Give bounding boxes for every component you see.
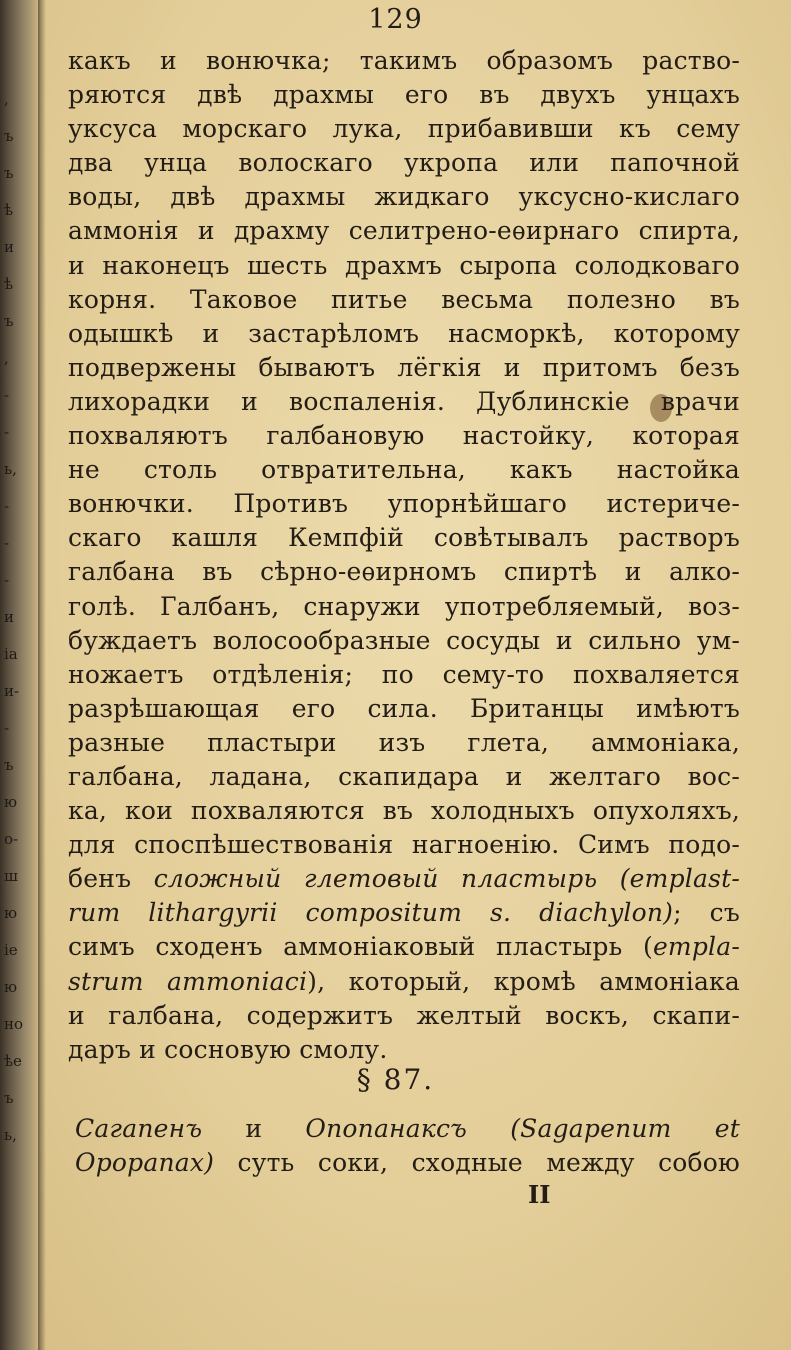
text-line: корня. Таковое питье весьма полезно въ xyxy=(68,284,740,314)
text-line: галбана, ладана, скапидара и желтаго вос- xyxy=(68,761,740,791)
term-sagapenum: Сагапенъ xyxy=(75,1114,203,1143)
edge-fragment: , xyxy=(4,90,9,108)
text-line xyxy=(68,1033,740,1067)
edge-fragment: - xyxy=(4,497,10,515)
edge-fragment: - xyxy=(4,534,10,552)
edge-fragment: о- xyxy=(4,830,19,848)
edge-fragment: и xyxy=(4,608,14,626)
edge-fragment: іе xyxy=(4,941,18,959)
text-line: ножаетъ отдѣленія; по сему-то похваляется xyxy=(68,659,740,689)
text-line: уксуса морскаго лука, прибавивши къ сему xyxy=(68,114,740,144)
edge-fragment: ю xyxy=(4,793,18,811)
term-opopanax: Опопанаксъ (Sagapenum et xyxy=(305,1114,740,1143)
text-line xyxy=(75,1146,740,1180)
text-line xyxy=(68,930,740,964)
gutter-shadow xyxy=(38,0,46,1350)
text-line: аммонія и драхму селитрено-еѳирнаго спирта, xyxy=(68,216,740,246)
edge-fragment: ъ xyxy=(4,164,14,182)
edge-fragment: ю xyxy=(4,978,18,996)
text-fragment: бенъ xyxy=(68,864,154,894)
italic-term: strum ammoniaci xyxy=(68,966,308,996)
edge-fragment: и xyxy=(4,238,14,256)
text-line: ка, кои похваляются въ холодныхъ опухоляхъ, xyxy=(68,796,740,826)
text-line: подвержены бываютъ лёгкія и притомъ безъ xyxy=(68,352,740,382)
text-line xyxy=(68,999,740,1033)
text-line: для споспѣшествованія нагноенію. Симъ подо- xyxy=(68,830,740,860)
edge-fragment: ъ xyxy=(4,127,14,145)
next-paragraph xyxy=(75,1112,740,1180)
page-number: 129 xyxy=(368,4,423,35)
edge-fragment: - xyxy=(4,386,10,404)
edge-fragment: ѣе xyxy=(4,1052,22,1070)
edge-fragment: ia xyxy=(4,645,18,663)
edge-fragment: и- xyxy=(4,682,20,700)
text-line: одышкѣ и застарѣломъ насморкѣ, которому xyxy=(68,318,740,348)
text-line: какъ и вонючка; такимъ образомъ раство- xyxy=(68,46,740,75)
facing-page-edge xyxy=(2,0,36,1350)
term-latin: Opopanax) xyxy=(75,1148,215,1178)
edge-fragment: , xyxy=(4,349,9,367)
edge-fragment: - xyxy=(4,423,10,441)
edge-fragment: ѣ xyxy=(4,275,14,293)
text-line xyxy=(75,1112,740,1146)
text-fragment: симъ сходенъ аммоніаковый пластырь ( xyxy=(68,932,653,962)
edge-fragment: ъ xyxy=(4,1089,14,1107)
edge-fragment: - xyxy=(4,571,10,589)
italic-term: empla- xyxy=(652,932,740,962)
italic-term: сложный глетовый пластырь (emplast- xyxy=(153,864,740,894)
main-paragraph xyxy=(68,44,740,1067)
text-line: разные пластыри изъ глета, аммоніака, xyxy=(68,727,740,757)
text-line: голѣ. Галбанъ, снаружи употребляемый, воз- xyxy=(68,591,740,621)
text-line: галбана въ сѣрно-еѳирномъ спиртѣ и алко- xyxy=(68,557,740,587)
text-line: скаго кашля Кемпфій совѣтывалъ растворъ xyxy=(68,523,740,553)
edge-fragment: ъ xyxy=(4,312,14,330)
text-line: два унца волоскаго укропа или папочной xyxy=(68,148,740,178)
text-fragment: даръ и сосновую смолу. xyxy=(68,1034,388,1064)
italic-term: rum lithargyrii compositum s. diachylon) xyxy=(68,898,674,928)
edge-fragment: ь, xyxy=(4,1126,17,1144)
text-line: разрѣшающая его сила. Британцы имѣютъ xyxy=(68,693,740,723)
edge-fragment: - xyxy=(4,719,10,737)
text-line: буждаетъ волосообразные сосуды и сильно ум- xyxy=(68,625,740,655)
text-line: не столь отвратительна, какъ настойка xyxy=(68,455,740,485)
edge-fragment: ю xyxy=(4,904,18,922)
text-fragment: суть соки, сходные между собою xyxy=(214,1148,740,1178)
text-line: вонючки. Противъ упорнѣйшаго истериче- xyxy=(68,489,740,519)
text-line xyxy=(68,896,740,930)
text-line: воды, двѣ драхмы жидкаго уксусно-кислаго xyxy=(68,182,740,212)
text-line: лихорадки и воспаленія. Дублинскіе врачи xyxy=(68,386,740,416)
text-line xyxy=(68,965,740,999)
text-line: и наконецъ шесть драхмъ сыропа солодковаго xyxy=(68,250,740,280)
text-line xyxy=(68,862,740,896)
edge-fragment: ш xyxy=(4,867,18,885)
text-fragment: и галбана, содержитъ желтый воскъ, скапи- xyxy=(68,1000,740,1030)
catchword: II xyxy=(528,1180,551,1209)
section-heading: § 87. xyxy=(356,1063,435,1096)
text-fragment: ), который, кромѣ аммоніака xyxy=(307,966,740,996)
text-fragment: ; съ xyxy=(673,898,740,928)
text-line: ряются двѣ драхмы его въ двухъ унцахъ xyxy=(68,80,740,110)
text-line: похваляютъ галбановую настойку, которая xyxy=(68,421,740,451)
edge-fragment: ь, xyxy=(4,460,17,478)
edge-fragment: но xyxy=(4,1015,24,1033)
edge-fragment: ѣ xyxy=(4,201,14,219)
edge-fragment: ъ xyxy=(4,756,14,774)
text-fragment: и xyxy=(202,1114,306,1143)
